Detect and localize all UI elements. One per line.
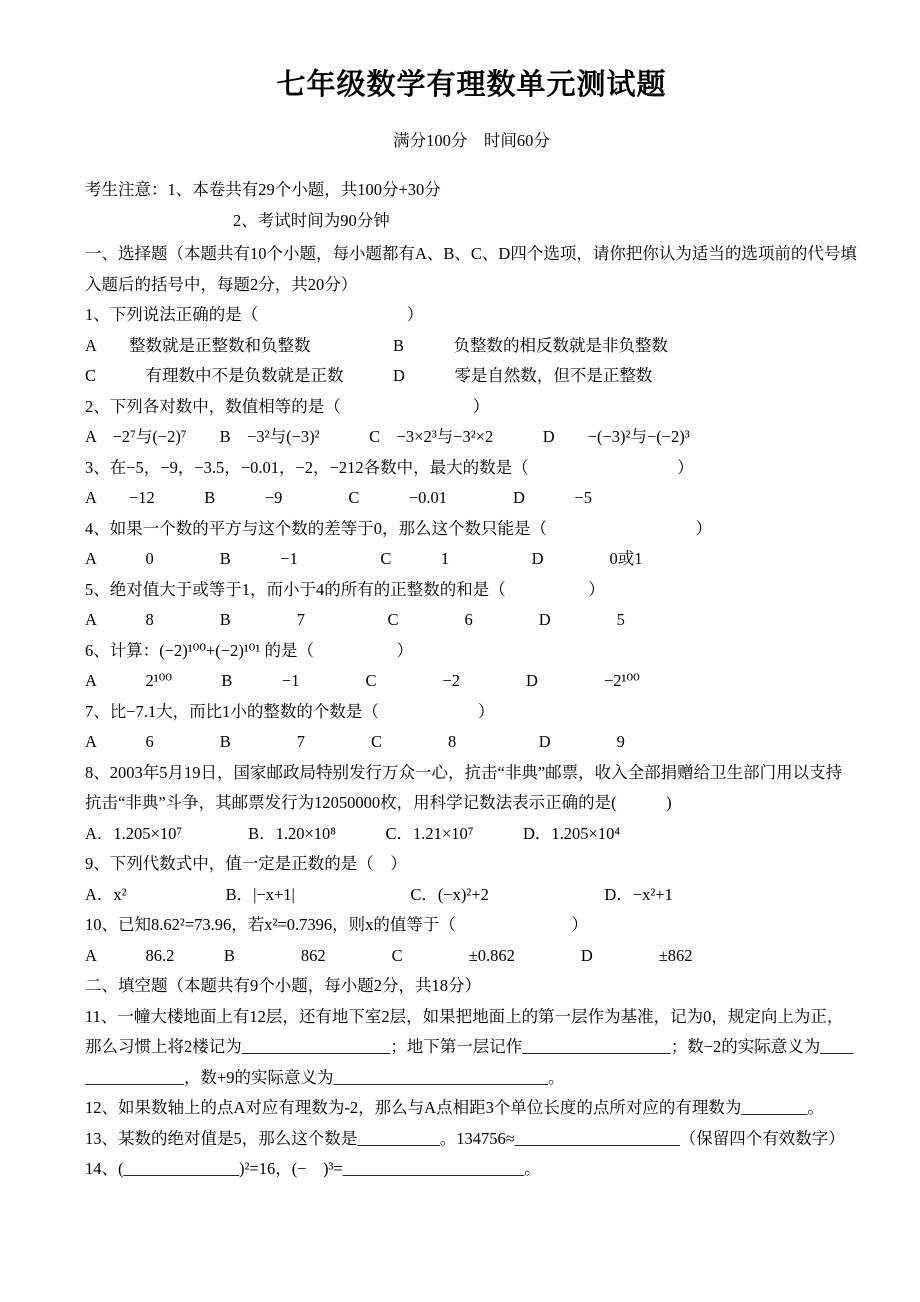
notice-line-1: 考生注意：1、本卷共有29个小题，共100分+30分 (85, 180, 441, 199)
question-4-text: 4、如果一个数的平方与这个数的差等于0，那么这个数只能是（ ） (85, 518, 712, 538)
question-1-text: 1、下列说法正确的是（ ） (85, 305, 424, 324)
question-7-options: A 6 B 7 C 8 D 9 (85, 732, 625, 751)
question-3-text: 3、在−5，−9，−3.5，−0.01，−2，−212各数中，最大的数是（ ） (85, 457, 694, 477)
question-10-options: A 86.2 B 862 C ±0.862 D ±862 (85, 945, 693, 965)
question-7-text: 7、比−7.1大，而比1小的整数的个数是（ ） (85, 701, 495, 721)
page-title: 七年级数学有理数单元测试题 (276, 69, 667, 101)
question-2-text: 2、下列各对数中，数值相等的是（ ） (85, 396, 490, 416)
question-8-options: A．1.205×10⁷ B．1.20×10⁸ C．1.21×10⁷ D．1.205×10⁴ (85, 823, 621, 843)
notice-line-2: 2、考试时间为90分钟 (233, 210, 390, 230)
question-14-text: 14、(______________)²=16，(− )³=______________________。 (85, 1159, 541, 1178)
question-5-text: 5、绝对值大于或等于1，而小于4的所有的正整数的和是（ ） (85, 579, 605, 599)
question-1-options-line-1: A 整数就是正整数和负整数 B 负整数的相反数就是非负整数 (85, 335, 669, 355)
question-6-text: 6、计算：(−2)¹⁰⁰+(−2)¹⁰¹ 的是（ ） (85, 640, 413, 660)
question-13-text: 13、某数的绝对值是5，那么这个数是__________。134756≈____________________（保留四个有效数字） (85, 1128, 845, 1148)
question-1-options-line-2: C 有理数中不是负数就是正数 D 零是自然数，但不是正整数 (85, 366, 653, 385)
question-12-text: 12、如果数轴上的点A对应有理数为-2，那么与A点相距3个单位长度的点所对应的有理数为________。 (85, 1098, 824, 1117)
exam-score-time-subtitle: 满分100分 时间60分 (393, 131, 550, 150)
question-11-text: 11、一幢大楼地面上有12层，还有地下室2层，如果把地面上的第一层作为基准，记为0，规定向上为正，那么习惯上将2楼记为__________________；地下第一层记作__________________；数−2的实际意义为________________，数+9的实际意义为__________________________。 (85, 1006, 854, 1087)
section-2-heading: 二、填空题（本题共有9个小题，每小题2分，共18分） (85, 976, 481, 995)
question-6-options: A 2¹⁰⁰ B −1 C −2 D −2¹⁰⁰ (85, 671, 640, 690)
question-9-options: A．x² B．|−x+1| C．(−x)²+2 D．−x²+1 (85, 884, 673, 904)
question-9-text: 9、下列代数式中，值一定是正数的是（ ） (85, 854, 407, 873)
question-4-options: A 0 B −1 C 1 D 0或1 (85, 549, 643, 568)
question-2-options: A −2⁷与(−2)⁷ B −3²与(−3)² C −3×2³与−3²×2 D −(−3)²与−(−2)³ (85, 427, 690, 446)
question-8-text: 8、2003年5月19日，国家邮政局特别发行万众一心，抗击“非典”邮票，收入全部捐赠给卫生部门用以支持抗击“非典”斗争，其邮票发行为12050000枚，用科学记数法表示正确的是( ) (85, 762, 843, 812)
section-1-heading: 一、选择题（本题共有10个小题，每小题都有A、B、C、D四个选项，请你把你认为适当的选项前的代号填入题后的括号中，每题2分，共20分） (85, 244, 857, 294)
question-10-text: 10、已知8.62²=73.96，若x²=0.7396，则x的值等于（ ） (85, 915, 588, 934)
question-3-options: A −12 B −9 C −0.01 D −5 (85, 488, 593, 507)
exam-body (85, 175, 858, 1185)
question-5-options: A 8 B 7 C 6 D 5 (85, 610, 625, 629)
